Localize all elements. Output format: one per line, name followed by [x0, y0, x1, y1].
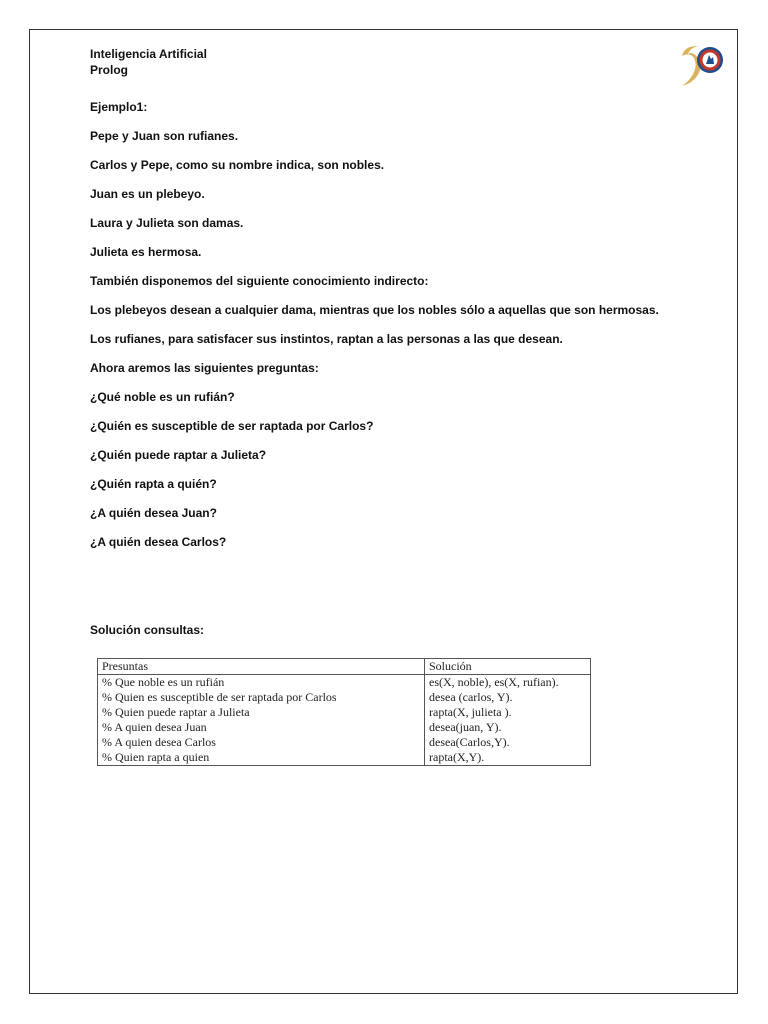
query-cell: % Quien rapta a quien [98, 750, 425, 766]
solution-cell: es(X, noble), es(X, rufian). [425, 675, 591, 691]
text-line: ¿A quién desea Juan? [90, 506, 217, 520]
table-row [98, 720, 591, 735]
solution-cell: rapta(X,Y). [425, 750, 591, 766]
text-line: ¿A quién desea Carlos? [90, 535, 227, 549]
table-header-row [98, 659, 591, 675]
solution-cell: desea(juan, Y). [425, 720, 591, 735]
anniversary-logo [676, 42, 726, 88]
query-cell: % Quien es susceptible de ser raptada por Carlos [98, 690, 425, 705]
column-header-questions: Presuntas [98, 659, 425, 675]
text-line: Juan es un plebeyo. [90, 187, 205, 201]
query-cell: % A quien desea Carlos [98, 735, 425, 750]
solution-cell: rapta(X, julieta ). [425, 705, 591, 720]
text-line: ¿Qué noble es un rufián? [90, 390, 235, 404]
text-line: Pepe y Juan son rufianes. [90, 129, 239, 143]
anniversary-50-icon [676, 42, 726, 88]
text-line: Los rufianes, para satisfacer sus instintos, raptan a las personas a las que desean. [90, 332, 563, 346]
text-line: Los plebeyos desean a cualquier dama, mientras que los nobles sólo a aquellas que son hermosas. [90, 303, 659, 317]
query-cell: % A quien desea Juan [98, 720, 425, 735]
solution-table [97, 658, 591, 766]
exercise-text [90, 99, 710, 563]
text-line: Julieta es hermosa. [90, 245, 202, 259]
text-line: Carlos y Pepe, como su nombre indica, son nobles. [90, 158, 385, 172]
text-line: ¿Quién rapta a quién? [90, 477, 217, 491]
text-line: También disponemos del siguiente conocimiento indirecto: [90, 274, 429, 288]
course-title: Inteligencia Artificial [90, 47, 207, 61]
text-line: Ejemplo1: [90, 100, 148, 114]
query-cell: % Que noble es un rufián [98, 675, 425, 691]
table-row [98, 750, 591, 766]
solution-cell: desea(Carlos,Y). [425, 735, 591, 750]
course-subtitle: Prolog [90, 63, 128, 77]
text-line: ¿Quién es susceptible de ser raptada por Carlos? [90, 419, 374, 433]
solution-title: Solución consultas: [90, 623, 205, 637]
query-cell: % Quien puede raptar a Julieta [98, 705, 425, 720]
text-line: ¿Quién puede raptar a Julieta? [90, 448, 267, 462]
document-header [90, 46, 207, 78]
column-header-solution: Solución [425, 659, 591, 675]
solution-cell: desea (carlos, Y). [425, 690, 591, 705]
table-row [98, 705, 591, 720]
text-line: Laura y Julieta son damas. [90, 216, 244, 230]
table-row [98, 690, 591, 705]
table-row [98, 735, 591, 750]
text-line: Ahora aremos las siguientes preguntas: [90, 361, 319, 375]
table-row [98, 675, 591, 691]
